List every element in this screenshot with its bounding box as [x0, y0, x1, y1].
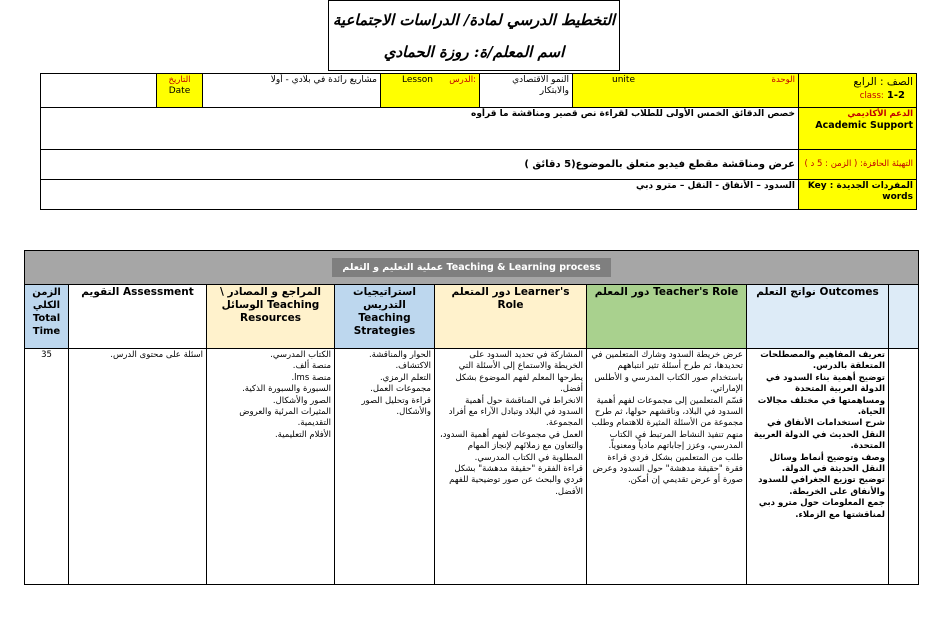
row-strategies — [335, 349, 435, 585]
row-learner — [435, 349, 587, 585]
learner-item: الانخراط في المناقشة حول أهمية السدود في البلاد وتبادل الآراء مع أفراد المجموعة. — [448, 395, 583, 429]
class-value: 1-2 — [886, 90, 905, 101]
header-assessment: التقويم Assessment — [69, 285, 207, 349]
row-time: 35 — [25, 349, 69, 585]
outcome-item: تعريف المفاهيم والمصطلحات المتعلقة بالدرس. — [760, 350, 885, 372]
unit-label-ar: الوحدة — [771, 75, 795, 85]
lesson-cell — [381, 74, 480, 108]
strategy-item: التعلم الرمزي. — [379, 372, 431, 383]
class-label: الصف : الرابع — [853, 76, 913, 88]
class-cell — [799, 74, 917, 108]
header-strategies: استراتيجيات التدريس Teaching Strategies — [335, 285, 435, 349]
teacher-item: قسّم المتعلمين إلى مجموعات لفهم أهمية السدود في البلاد، وناقشهم حولها، ثم طرح مجموعة من الأسئلة المثيرة للاهتمام وطلب منهم تنفيذ النشاط المرتبط في الكتاب المدرسي، وعزز إجاباتهم مادياً ومعنوياً. — [591, 395, 743, 452]
outcome-item: شرح استخدامات الأنفاق في النقل الحديث في الدولة العربية المتحدة. — [753, 418, 885, 452]
unit-value: النمو الاقتصادي والابتكار — [480, 74, 573, 108]
teacher-name: اسم المعلم/ة: روزة الحمادي — [383, 43, 565, 61]
date-cell — [157, 74, 203, 108]
header-time: الزمن الكلي Total Time — [25, 285, 69, 349]
support-label-en: Academic Support — [815, 120, 913, 131]
support-value: خصص الدقائق الخمس الأولى للطلاب لقراءة نص قصير ومناقشة ما قرأوه — [41, 108, 799, 150]
resource-item: منصة lms. — [291, 372, 331, 383]
strategy-item: قراءة وتحليل الصور والأشكال. — [361, 395, 431, 418]
strategy-item: الحوار والمناقشة. — [368, 350, 431, 360]
keywords-label: المفردات الجديدة : Key words — [799, 180, 917, 210]
plan-title: التخطيط الدرسي لمادة/ الدراسات الاجتماعية — [332, 11, 616, 29]
date-label-en: Date — [168, 86, 191, 96]
learner-item: المشاركة في تحديد السدود على الخريطة والاستماع إلى الأسئلة التي يطرحها المعلم لفهم الموضوع بشكل أفضل. — [455, 350, 583, 395]
support-label-ar: الدعم الأكاديمي — [847, 109, 913, 119]
lesson-label-ar: الدرس: — [449, 75, 476, 85]
teacher-item: طلب من المتعلمين بشكل فردي قراءة فقرة "حقيقة مدهشة" حول السدود وعرض صورة أو عرض تقديمي إن أمكن. — [592, 452, 743, 486]
resource-item: المثيرات المرئية والعروض التقديمية. — [239, 407, 331, 429]
learner-item: قراءة الفقرة "حقيقة مدهشة" بشكل فردي والبحث عن صور توضيحية للفهم الأفضل. — [449, 464, 583, 497]
outcome-item: جمع المعلومات حول مترو دبي لمناقشتها مع الزملاء. — [758, 498, 885, 520]
process-banner: عملية التعليم و التعلم Teaching & Learning process — [332, 258, 610, 277]
lesson-label-en: Lesson — [402, 75, 433, 85]
warmup-value: عرض ومناقشة مقطع فيديو متعلق بالموضوع(5 دقائق ) — [41, 150, 799, 180]
outcome-item: توضيح توزيع الجغرافي للسدود والأنفاق على الخريطة. — [758, 475, 885, 497]
strategy-item: الاكتشاف. — [395, 361, 431, 372]
unit-cell — [573, 74, 799, 108]
process-table — [24, 250, 919, 585]
header-resources: المراجع و المصادر \ الوسائل Teaching Resources — [207, 285, 335, 349]
header-learner: دور المتعلم Learner's Role — [435, 285, 587, 349]
resource-item: السبورة والسبورة الذكية. — [242, 384, 331, 395]
info-table — [40, 73, 917, 210]
lesson-value: مشاريع رائدة في بلادي - أولا — [203, 74, 381, 108]
row-teacher — [587, 349, 747, 585]
resource-item: الصور والأشكال. — [272, 395, 331, 406]
strategy-item: مجموعات العمل. — [370, 384, 431, 395]
class-label-en: class: — [859, 91, 884, 101]
row-extra — [889, 349, 919, 585]
warmup-label: التهيئة الحافزة: ( الزمن : 5 د ) — [799, 150, 917, 180]
row-resources — [207, 349, 335, 585]
header-teacher: دور المعلم Teacher's Role — [587, 285, 747, 349]
row-assessment: اسئلة على محتوى الدرس. — [69, 349, 207, 585]
support-cell — [799, 108, 917, 150]
outcome-item: توضيح أهمية بناء السدود في الدولة العربية المتحدة ومساهمتها في مختلف مجالات الحياة. — [757, 372, 885, 418]
teacher-item: عرض خريطة السدود وشارك المتعلمين في تحديدها، ثم طرح أسئلة تثير انتباههم باستخدام صور الكتاب المدرسي و الأطلس الإماراتي. — [591, 350, 743, 395]
process-banner-cell — [25, 251, 919, 285]
header-outcomes: نواتج التعلم Outcomes — [747, 285, 889, 349]
outcome-item: وصف وتوضيح أنماط وسائل النقل الحديثة في الدولة. — [769, 452, 885, 475]
empty-cell — [41, 74, 157, 108]
date-label-ar: التاريخ — [168, 75, 191, 85]
learner-item: العمل في مجموعات لفهم أهمية السدود، والتعاون مع زملائهم لإنجاز المهام المطلوبة في الكتاب المدرسي. — [439, 429, 583, 463]
keywords-value: السدود – الأنفاق - النقل – مترو دبي — [41, 180, 799, 210]
title-box — [328, 0, 620, 71]
resource-item: الكتاب المدرسي. — [270, 350, 331, 360]
row-outcomes — [747, 349, 889, 585]
header-extra — [889, 285, 919, 349]
resource-item: منصة ألف. — [292, 361, 331, 372]
unit-label-en: unite — [612, 75, 635, 85]
resource-item: الأفلام التعليمية. — [274, 429, 331, 440]
